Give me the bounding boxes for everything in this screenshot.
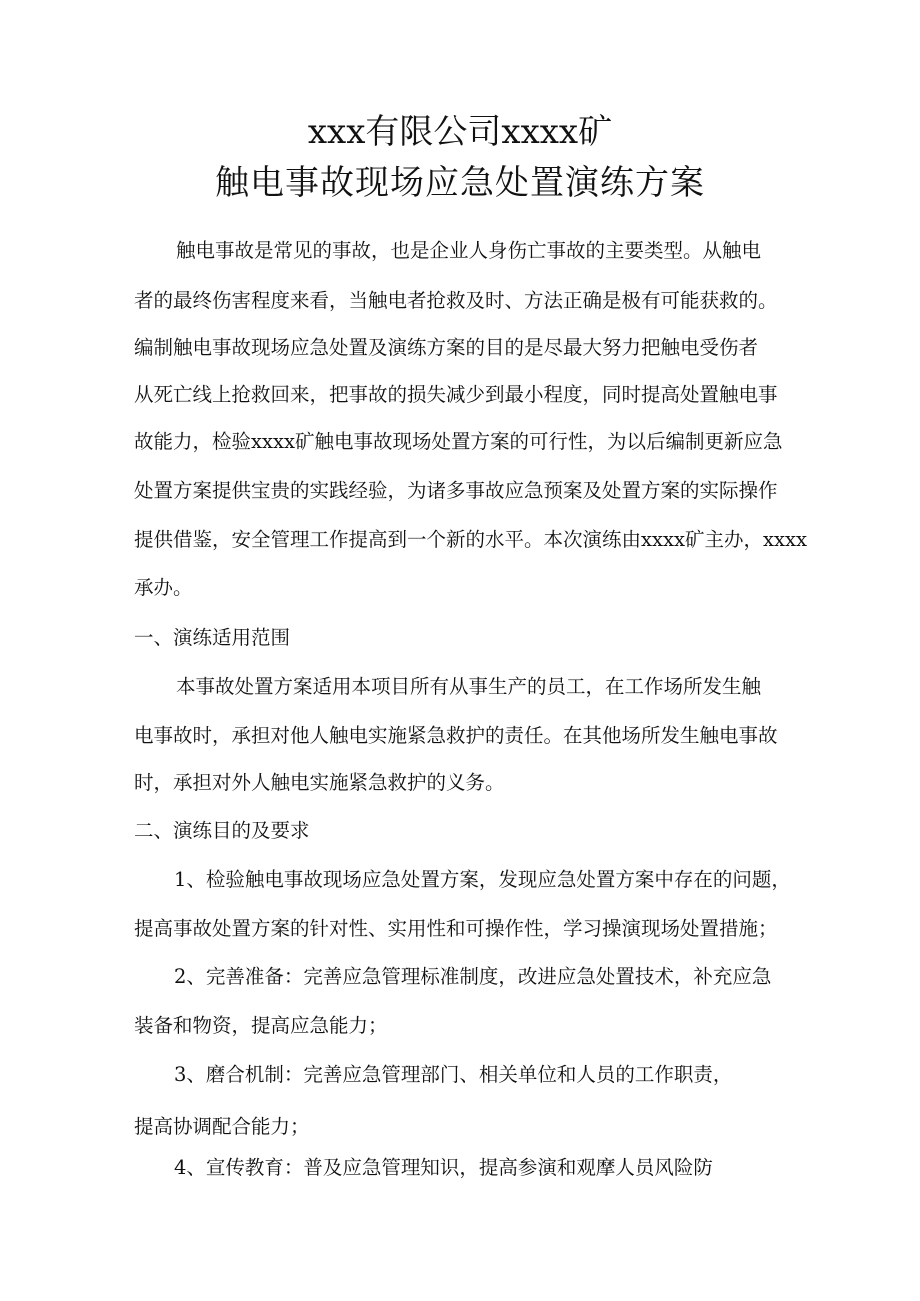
document-title-line1: xxx有限公司xxxx矿 <box>307 112 613 152</box>
intro-line: 触电事故是常见的事故，也是企业人身伤亡事故的主要类型。从触电 <box>176 239 762 262</box>
list-item-4-line: 4、宣传教育：普及应急管理知识，提高参演和观摩人员风险防 <box>174 1156 713 1179</box>
intro-line: 者的最终伤害程度来看，当触电者抢救及时、方法正确是极有可能获救的。 <box>134 289 778 312</box>
list-item-2-line: 2、完善准备：完善应急管理标准制度，改进应急处置技术，补充应急 <box>174 965 772 988</box>
list-item-3-line: 提高协调配合能力； <box>134 1115 310 1138</box>
list-item-2-line: 装备和物资，提高应急能力； <box>134 1014 388 1037</box>
list-item-1-line: 提高事故处置方案的针对性、实用性和可操作性，学习操演现场处置措施； <box>134 917 778 940</box>
document-title-line2: 触电事故现场应急处置演练方案 <box>215 163 705 203</box>
section1-line: 本事故处置方案适用本项目所有从事生产的员工，在工作场所发生触 <box>176 675 762 698</box>
intro-line: 从死亡线上抢救回来，把事故的损失减少到最小程度，同时提高处置触电事 <box>134 383 778 406</box>
list-item-1-line: 1、检验触电事故现场应急处置方案，发现应急处置方案中存在的问题， <box>174 868 791 891</box>
section-heading-scope: 一、演练适用范围 <box>134 626 291 649</box>
intro-line: 承办。 <box>134 576 193 599</box>
intro-line: 编制触电事故现场应急处置及演练方案的目的是尽最大努力把触电受伤者 <box>134 336 759 359</box>
intro-line: 处置方案提供宝贵的实践经验，为诸多事故应急预案及处置方案的实际操作 <box>134 479 778 502</box>
intro-line: 故能力，检验xxxx矿触电事故现场处置方案的可行性，为以后编制更新应急 <box>134 430 783 453</box>
section1-line: 时，承担对外人触电实施紧急救护的义务。 <box>134 771 505 794</box>
list-item-3-line: 3、磨合机制：完善应急管理部门、相关单位和人员的工作职责， <box>174 1063 733 1086</box>
section1-line: 电事故时，承担对他人触电实施紧急救护的责任。在其他场所发生触电事故 <box>134 724 778 747</box>
intro-line: 提供借鉴，安全管理工作提高到一个新的水平。本次演练由xxxx矿主办，xxxx <box>134 528 807 551</box>
section-heading-purpose: 二、演练目的及要求 <box>134 819 310 842</box>
